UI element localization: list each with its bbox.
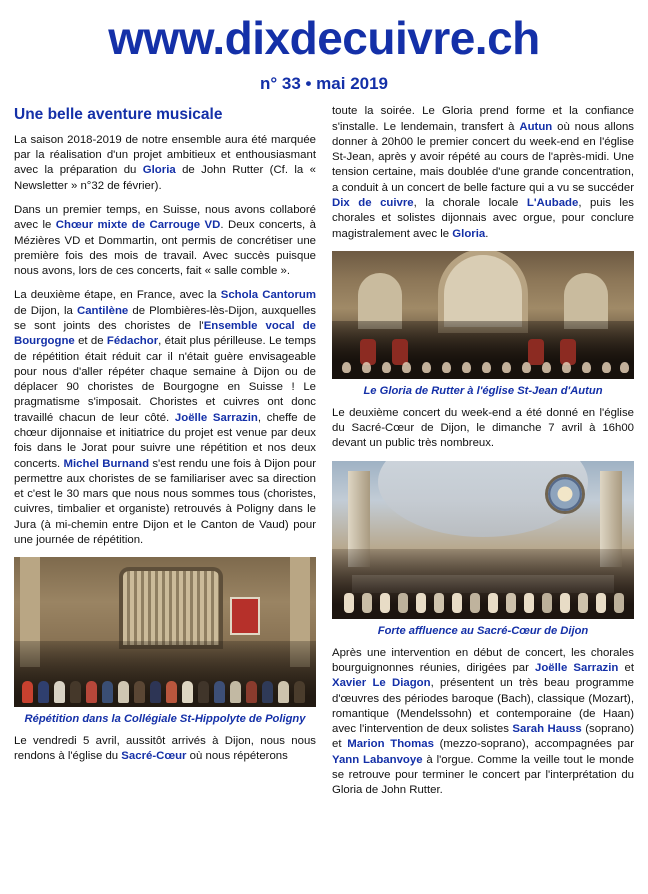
text-run: Le vendredi 5 avril, aussitôt arrivés à Dijon, nous nous rendons à l'église du bbox=[14, 735, 316, 763]
highlighted-term: Sarah Hauss bbox=[512, 723, 582, 736]
highlighted-term: Sacré-Cœur bbox=[121, 750, 187, 763]
paragraph bbox=[14, 133, 316, 194]
highlighted-term: Marion Thomas bbox=[347, 738, 434, 751]
two-column-layout bbox=[14, 104, 634, 807]
sacre-coeur-dijon-photo bbox=[332, 461, 634, 619]
text-run: de Plombières-lès-Dijon, auxquelles se sont joints des choristes de l' bbox=[14, 304, 316, 332]
text-run: toute la soirée. Le Gloria prend forme et la confiance s'installe. Le lendemain, transfert à bbox=[332, 105, 634, 133]
text-run: , puis les chorales et solistes dijonnais avec orgue, pour conclure magistralement avec le bbox=[332, 196, 634, 240]
text-run: Dans un premier temps, en Suisse, nous avons collaboré avec le bbox=[14, 204, 316, 232]
figure-caption: Le Gloria de Rutter à l'église St-Jean d'Autun bbox=[363, 384, 603, 397]
text-run: de Dijon, la bbox=[14, 304, 77, 317]
figure-caption: Répétition dans la Collégiale St-Hippolyte de Poligny bbox=[24, 713, 306, 726]
paragraph bbox=[332, 406, 634, 452]
highlighted-term: Ensemble vocal de Bourgogne bbox=[14, 319, 316, 348]
text-run: Après une intervention en début de concert, les chorales bourguignonnes réunies, dirigées par bbox=[332, 646, 634, 674]
highlighted-term: Chœur mixte de Carrouge VD bbox=[55, 219, 221, 232]
text-run: , la chorale locale bbox=[413, 196, 527, 209]
paragraph bbox=[14, 288, 316, 548]
figure-rehearsal-poligny bbox=[14, 557, 316, 726]
text-run: et bbox=[618, 661, 634, 674]
text-run: , cheffe de chœur dijonnaise et initiatrice du projet est venue par deux fois dans le Jorat pour suivre une répétition et nos deux concerts. bbox=[14, 411, 316, 470]
highlighted-term: Gloria bbox=[142, 164, 176, 177]
highlighted-term: Michel Burnand bbox=[63, 457, 150, 470]
figure-caption: Forte affluence au Sacré-Cœur de Dijon bbox=[377, 624, 589, 637]
highlighted-term: L'Aubade bbox=[526, 196, 579, 209]
text-run: , était plus périlleuse. Le temps de répétition était réduit car il n'était guère envisageable pour nous d'aller répéter chaque semaine à Dijon ou de déplacer 90 choristes de Bourgogne en Suisse ! Le pragmatisme s'imposait. Choristes et cuivres ont donc travaillé chacun de leur côté. bbox=[14, 335, 316, 424]
highlighted-term: Autun bbox=[519, 120, 553, 133]
text-run: . Deux concerts, à Mézières VD et Dommartin, ont permis de concrétiser une première fois des mois de travail. Avec succès puisque nous avons, lors de ces concerts, fait « salle comble ». bbox=[14, 219, 316, 278]
text-run: s'est rendu une fois à Dijon pour permettre aux choristes de se familiariser avec sa direction et c'est le 30 mars que nous nous sommes tous (choristes, cuivres, timbalier et organiste) retrouvés à Poligny dans le Jura (à mi-chemin entre Dijon et le Canton de Vaud) pour une journée de répétition. bbox=[14, 457, 316, 546]
highlighted-term: Cantilène bbox=[77, 304, 129, 317]
highlighted-term: Dix de cuivre bbox=[332, 196, 414, 209]
text-run: Le deuxième concert du week-end a été donné en l'église du Sacré-Cœur de Dijon, le dimanche 7 avril à 16h00 devant un public très nombreux. bbox=[332, 406, 634, 450]
page-title: Une belle aventure musicale bbox=[14, 106, 223, 124]
masthead-title: www.dixdecuivre.ch bbox=[108, 12, 540, 64]
paragraph bbox=[332, 646, 634, 799]
figure-autun-concert bbox=[332, 251, 634, 398]
text-run: où nous allons donner à 20h00 le premier concert du week-end en l'église St-Jean, après y avoir répété au cours de l'après-midi. Une tension certaine, mais doublée d'une grande concentration, a conduit à un concert de belle facture qui a vu se succéder bbox=[332, 120, 634, 194]
text-run: et de bbox=[74, 335, 107, 348]
highlighted-term: Fédachor bbox=[106, 335, 159, 348]
issue-line: n° 33 • mai 2019 bbox=[259, 74, 389, 94]
text-run: (soprano) et bbox=[332, 723, 634, 751]
text-run: La saison 2018-2019 de notre ensemble aura été marquée par la réalisation d'un projet ambitieux et enthousiasmant avec la préparation du bbox=[14, 133, 316, 177]
highlighted-term: Joëlle Sarrazin bbox=[535, 661, 619, 674]
text-run: de John Rutter (Cf. la « Newsletter » n°32 de février). bbox=[14, 164, 316, 192]
autun-concert-photo bbox=[332, 251, 634, 379]
paragraph bbox=[14, 734, 316, 765]
highlighted-term: Xavier Le Diagon bbox=[332, 677, 431, 690]
paragraph bbox=[332, 104, 634, 242]
right-column bbox=[332, 104, 634, 807]
rehearsal-poligny-photo bbox=[14, 557, 316, 707]
text-run: à l'orgue. Comme la veille tout le monde se retrouve pour terminer le concert par l'interprétation du Gloria de John Rutter. bbox=[332, 753, 635, 797]
text-run: où nous répéterons bbox=[186, 750, 288, 763]
text-run: La deuxième étape, en France, avec la bbox=[14, 289, 221, 302]
text-run: , présentent un très beau programme d'œuvres des périodes baroque (Bach), classique (Mozart), romantique (Mendelssohn) et contemporaine (de Haan) avec l'intervention de deux solistes bbox=[332, 677, 634, 736]
left-column bbox=[14, 104, 316, 773]
text-run: (mezzo-soprano), accompagnées par bbox=[433, 738, 634, 751]
highlighted-term: Gloria bbox=[452, 227, 486, 240]
text-run: . bbox=[485, 227, 489, 240]
highlighted-term: Joëlle Sarrazin bbox=[174, 411, 258, 424]
figure-sacre-coeur-dijon bbox=[332, 461, 634, 638]
highlighted-term: Schola Cantorum bbox=[220, 289, 317, 302]
highlighted-term: Yann Labanvoye bbox=[332, 753, 423, 766]
paragraph bbox=[14, 203, 316, 279]
